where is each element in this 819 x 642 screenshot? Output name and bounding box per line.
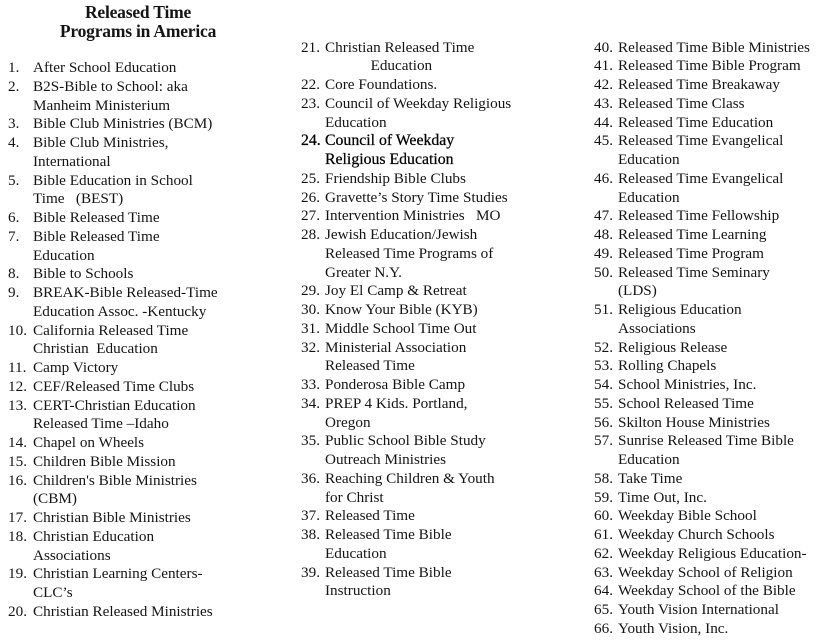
program-name-line: Skilton House Ministries bbox=[618, 413, 770, 431]
program-list-column-2 bbox=[301, 39, 571, 602]
program-list-item bbox=[301, 432, 571, 470]
item-number: 16. bbox=[8, 471, 27, 489]
program-name bbox=[618, 39, 819, 58]
program-list-item bbox=[594, 76, 819, 95]
program-list-item bbox=[301, 95, 571, 133]
program-name bbox=[618, 526, 819, 545]
item-number: 47. bbox=[594, 207, 613, 225]
program-list-item bbox=[301, 39, 571, 77]
program-name-line: Released Time Bible Program bbox=[618, 57, 801, 75]
item-number: 48. bbox=[594, 226, 613, 243]
item-number: 22. bbox=[301, 76, 320, 93]
program-list-item bbox=[301, 564, 571, 602]
program-list-column-1 bbox=[8, 59, 278, 622]
program-name-line: Weekday Bible School bbox=[618, 507, 757, 525]
program-name-line: Youth Vision International bbox=[618, 601, 779, 618]
program-name-line: Education bbox=[618, 151, 680, 168]
program-name-line: (LDS) bbox=[618, 282, 657, 300]
program-list-item bbox=[8, 322, 278, 360]
item-number: 25. bbox=[301, 169, 320, 187]
program-name bbox=[325, 95, 571, 133]
program-list-item bbox=[8, 565, 278, 603]
program-list-item bbox=[594, 601, 819, 620]
program-name-line: Camp Victory bbox=[33, 359, 119, 376]
program-name bbox=[325, 320, 571, 339]
program-list-item bbox=[301, 207, 571, 226]
program-name-line: Joy El Camp & Retreat bbox=[325, 282, 467, 300]
program-list-item bbox=[8, 453, 278, 472]
program-name-line: Take Time bbox=[618, 469, 683, 487]
program-name-line: Sunrise Released Time Bible bbox=[618, 432, 794, 450]
program-name bbox=[325, 207, 571, 226]
item-number: 60. bbox=[594, 507, 613, 525]
item-number: 37. bbox=[301, 507, 320, 525]
program-name-line: Education Assoc. -Kentucky bbox=[33, 302, 207, 320]
program-name-line: for Christ bbox=[325, 488, 384, 506]
program-name-line: Weekday School of the Bible bbox=[618, 582, 796, 600]
program-name-line: International bbox=[33, 152, 111, 170]
program-name-line: Education bbox=[325, 57, 433, 75]
item-number: 55. bbox=[594, 394, 613, 412]
item-number: 10. bbox=[8, 321, 27, 339]
item-number: 7. bbox=[8, 227, 20, 245]
program-name-line: Released Time bbox=[325, 507, 415, 525]
program-list-item bbox=[8, 134, 278, 172]
program-name-line: Released Time Programs of bbox=[325, 244, 494, 262]
program-name bbox=[325, 132, 571, 170]
program-name bbox=[618, 226, 819, 245]
program-name bbox=[618, 245, 819, 264]
program-name bbox=[325, 507, 571, 526]
program-list-item bbox=[594, 339, 819, 358]
program-name-line: Christian Education bbox=[33, 527, 155, 545]
program-name bbox=[325, 301, 571, 320]
program-name-line: Christian Released Ministries bbox=[33, 602, 213, 620]
program-name-line: BREAK-Bible Released-Time bbox=[33, 284, 218, 301]
program-list-item bbox=[594, 170, 819, 208]
program-name-line: Greater N.Y. bbox=[325, 263, 402, 281]
program-name-line: Released Time Evangelical bbox=[618, 169, 784, 187]
program-name bbox=[325, 526, 571, 564]
program-name-line: After School Education bbox=[33, 59, 177, 76]
program-name-line: Time (BEST) bbox=[33, 190, 124, 208]
program-name-line: Weekday Religious Education- bbox=[618, 544, 807, 562]
program-name-line: Friendship Bible Clubs bbox=[325, 169, 466, 187]
item-number: 65. bbox=[594, 601, 613, 618]
program-name-line: Middle School Time Out bbox=[325, 319, 477, 337]
program-name-line: Released Time –Idaho bbox=[33, 415, 169, 433]
program-name bbox=[618, 414, 819, 433]
program-name-line: Oregon bbox=[325, 413, 371, 431]
program-name-line: Education bbox=[618, 451, 680, 468]
program-list-item bbox=[8, 509, 278, 528]
program-name-line: B2S-Bible to School: aka bbox=[33, 77, 188, 95]
program-name bbox=[33, 434, 278, 453]
program-name-line: Instruction bbox=[325, 582, 391, 600]
program-name-line: Released Time Breakaway bbox=[618, 76, 780, 93]
item-number: 14. bbox=[8, 434, 27, 451]
program-name-line: School Ministries, Inc. bbox=[618, 376, 757, 393]
program-name-line: Know Your Bible (KYB) bbox=[325, 301, 478, 318]
program-name-line: Bible Education in School bbox=[33, 171, 193, 189]
program-name-line: Education bbox=[618, 188, 680, 206]
program-name bbox=[33, 509, 278, 528]
program-name-line: Children's Bible Ministries bbox=[33, 471, 197, 489]
program-name-line: Education bbox=[325, 544, 387, 562]
program-name bbox=[33, 378, 278, 397]
title-line-1: Released Time bbox=[84, 2, 192, 22]
item-number: 38. bbox=[301, 526, 320, 543]
program-list-item bbox=[8, 472, 278, 510]
item-number: 64. bbox=[594, 582, 613, 600]
program-name bbox=[33, 397, 278, 435]
program-name-line: Released Time Program bbox=[618, 244, 764, 262]
program-name-line: California Released Time bbox=[33, 321, 189, 339]
program-name bbox=[618, 207, 819, 226]
program-list-item bbox=[594, 582, 819, 601]
item-number: 3. bbox=[8, 115, 20, 133]
program-name bbox=[618, 564, 819, 583]
program-name-line: Associations bbox=[618, 319, 696, 337]
program-name-line: Bible Club Ministries, bbox=[33, 134, 169, 151]
program-list-item bbox=[8, 603, 278, 622]
program-name-line: Religious Release bbox=[618, 338, 728, 356]
program-name bbox=[33, 565, 278, 603]
program-list-item bbox=[594, 132, 819, 170]
program-list-column-3 bbox=[594, 39, 819, 639]
program-list-item bbox=[8, 434, 278, 453]
item-number: 52. bbox=[594, 338, 613, 356]
item-number: 20. bbox=[8, 602, 27, 620]
program-name-line: Released Time Evangelical bbox=[618, 132, 784, 150]
item-number: 5. bbox=[8, 171, 20, 189]
program-list-item bbox=[594, 301, 819, 339]
program-list-item bbox=[301, 226, 571, 282]
program-list-item bbox=[301, 132, 571, 170]
program-name-line: Intervention Ministries MO bbox=[325, 207, 501, 225]
item-number: 46. bbox=[594, 169, 613, 187]
item-number: 15. bbox=[8, 452, 27, 470]
item-number: 43. bbox=[594, 94, 613, 112]
item-number: 32. bbox=[301, 338, 320, 356]
program-list-item bbox=[594, 414, 819, 433]
item-number: 40. bbox=[594, 38, 613, 56]
program-name-line: Christian Bible Ministries bbox=[33, 509, 191, 526]
program-name-line: Released Time Education bbox=[618, 113, 774, 131]
program-name bbox=[618, 432, 819, 470]
program-name-line: Youth Vision, Inc. bbox=[618, 619, 729, 637]
program-name bbox=[618, 132, 819, 170]
item-number: 35. bbox=[301, 432, 320, 450]
item-number: 56. bbox=[594, 413, 613, 431]
item-number: 41. bbox=[594, 57, 613, 75]
program-name bbox=[618, 264, 819, 302]
program-name-line: Time Out, Inc. bbox=[618, 488, 707, 506]
program-list-item bbox=[8, 359, 278, 378]
item-number: 30. bbox=[301, 301, 320, 318]
program-name bbox=[618, 582, 819, 601]
program-list-item bbox=[594, 470, 819, 489]
item-number: 11. bbox=[8, 359, 27, 376]
program-name bbox=[33, 134, 278, 172]
item-number: 6. bbox=[8, 209, 20, 226]
program-list-item bbox=[594, 357, 819, 376]
program-name-line: CEF/Released Time Clubs bbox=[33, 377, 195, 395]
program-name-line: Ministerial Association bbox=[325, 338, 467, 356]
program-name-line: CLC’s bbox=[33, 584, 73, 601]
program-name bbox=[33, 453, 278, 472]
item-number: 42. bbox=[594, 76, 613, 93]
item-number: 62. bbox=[594, 544, 613, 562]
item-number: 33. bbox=[301, 376, 320, 393]
program-name-line: CERT-Christian Education bbox=[33, 396, 196, 414]
document-title bbox=[20, 3, 256, 41]
program-name bbox=[325, 39, 571, 77]
program-name bbox=[618, 57, 819, 76]
program-name bbox=[33, 528, 278, 566]
program-name bbox=[618, 470, 819, 489]
item-number: 17. bbox=[8, 509, 27, 526]
item-number: 44. bbox=[594, 113, 613, 131]
program-name-line: Weekday School of Religion bbox=[618, 563, 793, 581]
program-name-line: Chapel on Wheels bbox=[33, 434, 145, 451]
program-list-item bbox=[8, 397, 278, 435]
item-number: 21. bbox=[301, 38, 320, 56]
program-list-item bbox=[594, 95, 819, 114]
program-name bbox=[325, 564, 571, 602]
program-name bbox=[618, 357, 819, 376]
program-list-item bbox=[8, 172, 278, 210]
program-name bbox=[33, 115, 278, 134]
program-name bbox=[33, 78, 278, 116]
program-name bbox=[33, 59, 278, 78]
program-list-item bbox=[594, 564, 819, 583]
program-name bbox=[33, 172, 278, 210]
program-name-line: Christian Education bbox=[33, 340, 158, 358]
item-number: 66. bbox=[594, 619, 613, 637]
program-list-item bbox=[594, 432, 819, 470]
program-list-item bbox=[594, 39, 819, 58]
item-number: 23. bbox=[301, 94, 320, 112]
program-name bbox=[33, 472, 278, 510]
item-number: 50. bbox=[594, 263, 613, 281]
program-name bbox=[33, 209, 278, 228]
program-list-item bbox=[594, 114, 819, 133]
item-number: 13. bbox=[8, 396, 27, 414]
item-number: 36. bbox=[301, 469, 320, 487]
program-name-line: Religious Education bbox=[325, 151, 454, 168]
program-name bbox=[618, 376, 819, 395]
program-list-item bbox=[594, 545, 819, 564]
program-name-line: Released Time Bible Ministries bbox=[618, 38, 810, 56]
program-name-line: Manheim Ministerium bbox=[33, 96, 171, 114]
program-list-item bbox=[301, 470, 571, 508]
program-name bbox=[325, 189, 571, 208]
program-name bbox=[325, 376, 571, 395]
program-name bbox=[618, 507, 819, 526]
program-name-line: Ponderosa Bible Camp bbox=[325, 376, 466, 393]
title-line-2: Programs in America bbox=[59, 21, 217, 41]
program-name-line: PREP 4 Kids. Portland, bbox=[325, 394, 468, 412]
program-name-line: Rolling Chapels bbox=[618, 357, 717, 375]
program-name bbox=[33, 603, 278, 622]
program-list-item bbox=[594, 245, 819, 264]
program-name bbox=[618, 620, 819, 639]
item-number: 27. bbox=[301, 207, 320, 225]
program-list-item bbox=[8, 528, 278, 566]
program-name-line: Christian Released Time bbox=[325, 38, 475, 56]
program-name bbox=[618, 601, 819, 620]
program-name-line: Released Time Learning bbox=[618, 226, 767, 243]
program-name bbox=[618, 114, 819, 133]
item-number: 29. bbox=[301, 282, 320, 300]
program-name bbox=[325, 282, 571, 301]
item-number: 39. bbox=[301, 563, 320, 581]
program-name bbox=[325, 339, 571, 377]
program-list-item bbox=[594, 620, 819, 639]
item-number: 28. bbox=[301, 226, 320, 243]
program-list-item bbox=[594, 264, 819, 302]
program-name-line: Religious Education bbox=[618, 301, 742, 318]
program-name bbox=[325, 226, 571, 282]
program-name-line: Released Time Class bbox=[618, 94, 745, 112]
program-name-line: Jewish Education/Jewish bbox=[325, 226, 478, 243]
program-list-item bbox=[301, 339, 571, 377]
program-list-item bbox=[8, 265, 278, 284]
item-number: 24. bbox=[301, 132, 321, 150]
program-list-item bbox=[301, 320, 571, 339]
item-number: 58. bbox=[594, 469, 613, 487]
program-name-line: Children Bible Mission bbox=[33, 452, 176, 470]
program-list-item bbox=[301, 301, 571, 320]
program-name-line: Bible Released Time bbox=[33, 209, 160, 226]
program-list-item bbox=[594, 376, 819, 395]
program-name-line: (CBM) bbox=[33, 490, 77, 508]
program-name-line: Outreach Ministries bbox=[325, 451, 447, 468]
program-list-item bbox=[594, 489, 819, 508]
program-name-line: Released Time Fellowship bbox=[618, 207, 780, 225]
program-name-line: Bible to Schools bbox=[33, 265, 134, 283]
program-list-item bbox=[301, 395, 571, 433]
program-name bbox=[33, 228, 278, 266]
program-list-item bbox=[301, 282, 571, 301]
program-list-item bbox=[301, 526, 571, 564]
item-number: 63. bbox=[594, 563, 613, 581]
item-number: 18. bbox=[8, 527, 27, 545]
item-number: 59. bbox=[594, 488, 613, 506]
program-name-line: Weekday Church Schools bbox=[618, 526, 775, 543]
item-number: 4. bbox=[8, 134, 20, 151]
program-list-item bbox=[8, 115, 278, 134]
program-name-line: Public School Bible Study bbox=[325, 432, 486, 450]
program-name-line: Bible Released Time bbox=[33, 227, 160, 245]
program-name bbox=[618, 395, 819, 414]
item-number: 1. bbox=[8, 59, 20, 76]
program-name-line: School Released Time bbox=[618, 394, 754, 412]
program-name-line: Released Time bbox=[325, 357, 415, 375]
program-list-item bbox=[301, 507, 571, 526]
item-number: 53. bbox=[594, 357, 613, 375]
item-number: 54. bbox=[594, 376, 613, 393]
program-list-item bbox=[301, 376, 571, 395]
program-name-line: Council of Weekday Religious bbox=[325, 94, 512, 112]
item-number: 8. bbox=[8, 265, 20, 283]
program-list-item bbox=[8, 59, 278, 78]
program-name-line: Bible Club Ministries (BCM) bbox=[33, 115, 213, 133]
item-number: 2. bbox=[8, 77, 20, 95]
program-list-item bbox=[301, 76, 571, 95]
program-name bbox=[325, 470, 571, 508]
program-name bbox=[618, 95, 819, 114]
program-list-item bbox=[594, 395, 819, 414]
item-number: 26. bbox=[301, 188, 320, 206]
item-number: 49. bbox=[594, 244, 613, 262]
program-name bbox=[618, 76, 819, 95]
item-number: 12. bbox=[8, 377, 27, 395]
program-list-item bbox=[594, 526, 819, 545]
program-list-item bbox=[594, 207, 819, 226]
program-name-line: Reaching Children & Youth bbox=[325, 469, 495, 487]
program-name bbox=[618, 170, 819, 208]
item-number: 9. bbox=[8, 284, 20, 301]
program-list-item bbox=[594, 57, 819, 76]
program-name-line: Associations bbox=[33, 546, 111, 564]
program-name bbox=[33, 359, 278, 378]
item-number: 61. bbox=[594, 526, 613, 543]
program-list-item bbox=[594, 226, 819, 245]
item-number: 31. bbox=[301, 319, 320, 337]
program-name-line: Gravette’s Story Time Studies bbox=[325, 188, 508, 206]
program-list-item bbox=[301, 189, 571, 208]
program-name-line: Released Time Bible bbox=[325, 526, 452, 543]
program-name bbox=[618, 339, 819, 358]
program-name bbox=[325, 395, 571, 433]
item-number: 45. bbox=[594, 132, 613, 150]
program-name bbox=[325, 76, 571, 95]
program-name-line: Released Time Seminary bbox=[618, 263, 770, 281]
program-name-line: Core Foundations. bbox=[325, 76, 438, 93]
program-name bbox=[618, 489, 819, 508]
program-list-item bbox=[8, 209, 278, 228]
program-name bbox=[33, 284, 278, 322]
program-list-item bbox=[8, 378, 278, 397]
program-name bbox=[618, 301, 819, 339]
program-name bbox=[33, 322, 278, 360]
program-name-line: Education bbox=[325, 113, 387, 131]
item-number: 57. bbox=[594, 432, 613, 450]
program-list-item bbox=[594, 507, 819, 526]
program-name-line: Christian Learning Centers- bbox=[33, 565, 203, 583]
program-name-line: Released Time Bible bbox=[325, 563, 452, 581]
program-name-line: Council of Weekday bbox=[325, 132, 455, 150]
program-name-line: Education bbox=[33, 246, 95, 264]
program-list-item bbox=[8, 78, 278, 116]
program-list-item bbox=[301, 170, 571, 189]
item-number: 34. bbox=[301, 394, 320, 412]
program-name bbox=[325, 170, 571, 189]
item-number: 19. bbox=[8, 565, 27, 583]
program-name bbox=[618, 545, 819, 564]
program-list-item bbox=[8, 284, 278, 322]
program-name bbox=[325, 432, 571, 470]
program-list-item bbox=[8, 228, 278, 266]
item-number: 51. bbox=[594, 301, 613, 318]
program-name bbox=[33, 265, 278, 284]
